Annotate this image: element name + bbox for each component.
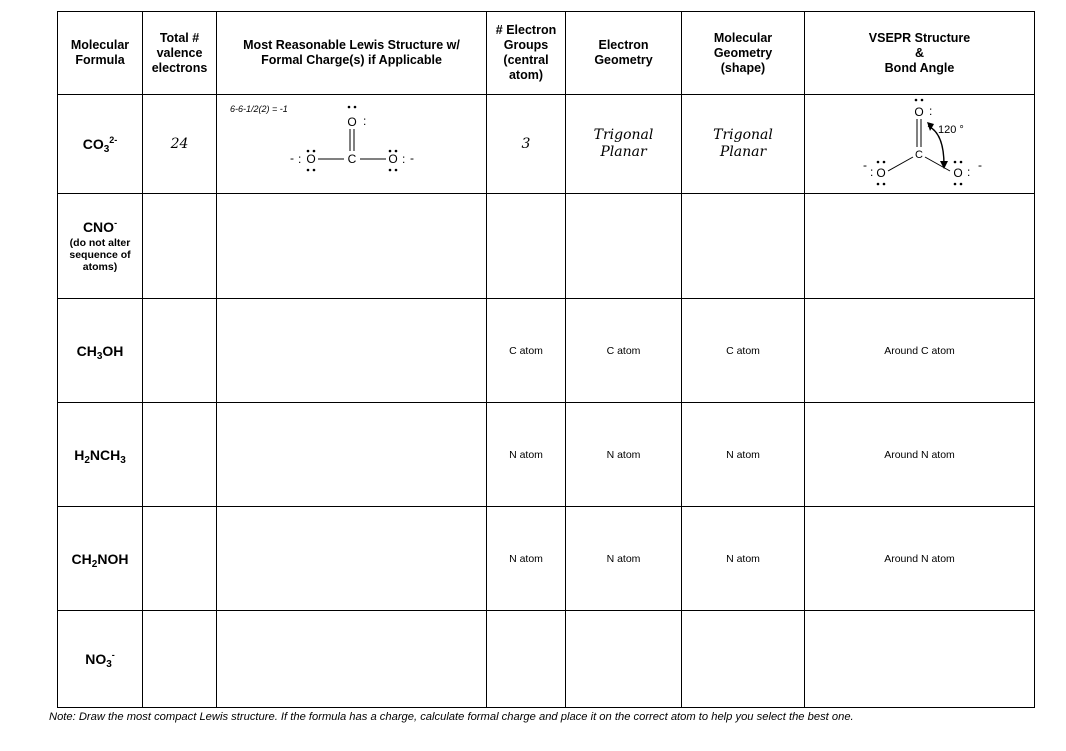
formal-charge-calc: 6-6-1/2(2) = -1: [229, 104, 288, 114]
lewis-co3: [217, 95, 487, 194]
svg-text::: :: [966, 165, 970, 179]
formula-ch3oh: $CH_3OH$: [58, 299, 143, 403]
mgeom-ch3oh[interactable]: C atom: [682, 299, 805, 403]
footnote: Note: Draw the most compact Lewis structure. If the formula has a charge, calculate formal charge and place it on the correct atom to help you select the best one.: [49, 711, 854, 723]
row-ch3oh: [58, 299, 1035, 403]
row-no3: [58, 611, 1035, 708]
lewis-ch2noh[interactable]: [217, 507, 487, 611]
mgeom-no3[interactable]: [682, 611, 805, 708]
egeom-no3[interactable]: [566, 611, 682, 708]
header-formula: Molecular Formula: [58, 12, 143, 95]
formula-no3: $NO_3^-$: [58, 611, 143, 708]
vsepr-h2nch3[interactable]: Around N atom: [805, 403, 1035, 507]
formula-h2nch3: $H_2NCH_3$: [58, 403, 143, 507]
svg-text:O: O: [952, 166, 963, 180]
svg-text:C: C: [914, 149, 923, 161]
lewis-no3[interactable]: [217, 611, 487, 708]
egeom-co3: Trigonal Planar: [566, 95, 682, 194]
valence-co3: 24: [143, 95, 217, 194]
svg-text:O: O: [387, 152, 398, 166]
svg-text:-: -: [409, 151, 414, 165]
egeom-ch2noh[interactable]: N atom: [566, 507, 682, 611]
row-co3: [58, 95, 1035, 194]
vsepr-ch2noh[interactable]: Around N atom: [805, 507, 1035, 611]
formula-co3: $CO_3^{2-}$: [58, 95, 143, 194]
cno-note: (do not alter sequence of atoms): [69, 237, 131, 273]
valence-h2nch3[interactable]: [143, 403, 217, 507]
header-lewis: Most Reasonable Lewis Structure w/ Formal Charge(s) if Applicable: [217, 12, 487, 95]
svg-text:-: -: [289, 151, 294, 165]
mgeom-co3: Trigonal Planar: [682, 95, 805, 194]
row-cno: [58, 194, 1035, 299]
lewis-cno[interactable]: [217, 194, 487, 299]
egeom-cno[interactable]: [566, 194, 682, 299]
svg-text::: :: [869, 165, 873, 179]
mgeom-ch2noh[interactable]: N atom: [682, 507, 805, 611]
groups-co3: 3: [487, 95, 566, 194]
groups-cno[interactable]: [487, 194, 566, 299]
lewis-ch3oh[interactable]: [217, 299, 487, 403]
vsepr-ch3oh[interactable]: Around C atom: [805, 299, 1035, 403]
vsepr-structure-co3: [806, 95, 1034, 188]
header-vsepr: VSEPR Structure & Bond Angle: [805, 12, 1035, 95]
svg-text:-: -: [862, 158, 867, 172]
header-molecular-geometry: Molecular Geometry (shape): [682, 12, 805, 95]
svg-text::: :: [362, 114, 366, 128]
valence-no3[interactable]: [143, 611, 217, 708]
vsepr-cno[interactable]: [805, 194, 1035, 299]
lewis-structure-co3: [218, 95, 486, 188]
groups-h2nch3[interactable]: N atom: [487, 403, 566, 507]
groups-ch3oh[interactable]: C atom: [487, 299, 566, 403]
vsepr-co3: [805, 95, 1035, 194]
header-electron-groups: # Electron Groups (central atom): [487, 12, 566, 95]
header-row: [58, 12, 1035, 95]
header-electron-geometry: Electron Geometry: [566, 12, 682, 95]
svg-text:O: O: [305, 152, 316, 166]
bond-angle-label: 120 °: [937, 124, 964, 136]
row-ch2noh: [58, 507, 1035, 611]
svg-text::: :: [401, 152, 405, 166]
groups-no3[interactable]: [487, 611, 566, 708]
groups-ch2noh[interactable]: N atom: [487, 507, 566, 611]
svg-text:C: C: [347, 152, 356, 166]
formula-ch2noh: $CH_2NOH$: [58, 507, 143, 611]
svg-text:O: O: [346, 115, 357, 129]
svg-text:-: -: [977, 158, 982, 172]
header-valence: Total # valence electrons: [143, 12, 217, 95]
egeom-ch3oh[interactable]: C atom: [566, 299, 682, 403]
mgeom-cno[interactable]: [682, 194, 805, 299]
valence-cno[interactable]: [143, 194, 217, 299]
row-h2nch3: [58, 403, 1035, 507]
worksheet-table: [57, 11, 1035, 708]
svg-text::: :: [928, 104, 932, 118]
svg-text:O: O: [875, 166, 886, 180]
valence-ch2noh[interactable]: [143, 507, 217, 611]
lewis-h2nch3[interactable]: [217, 403, 487, 507]
svg-text::: :: [297, 152, 301, 166]
vsepr-no3[interactable]: [805, 611, 1035, 708]
mgeom-h2nch3[interactable]: N atom: [682, 403, 805, 507]
valence-ch3oh[interactable]: [143, 299, 217, 403]
svg-text:O: O: [913, 105, 924, 119]
formula-cno: CNO- (do not alter sequence of atoms): [58, 194, 143, 299]
egeom-h2nch3[interactable]: N atom: [566, 403, 682, 507]
